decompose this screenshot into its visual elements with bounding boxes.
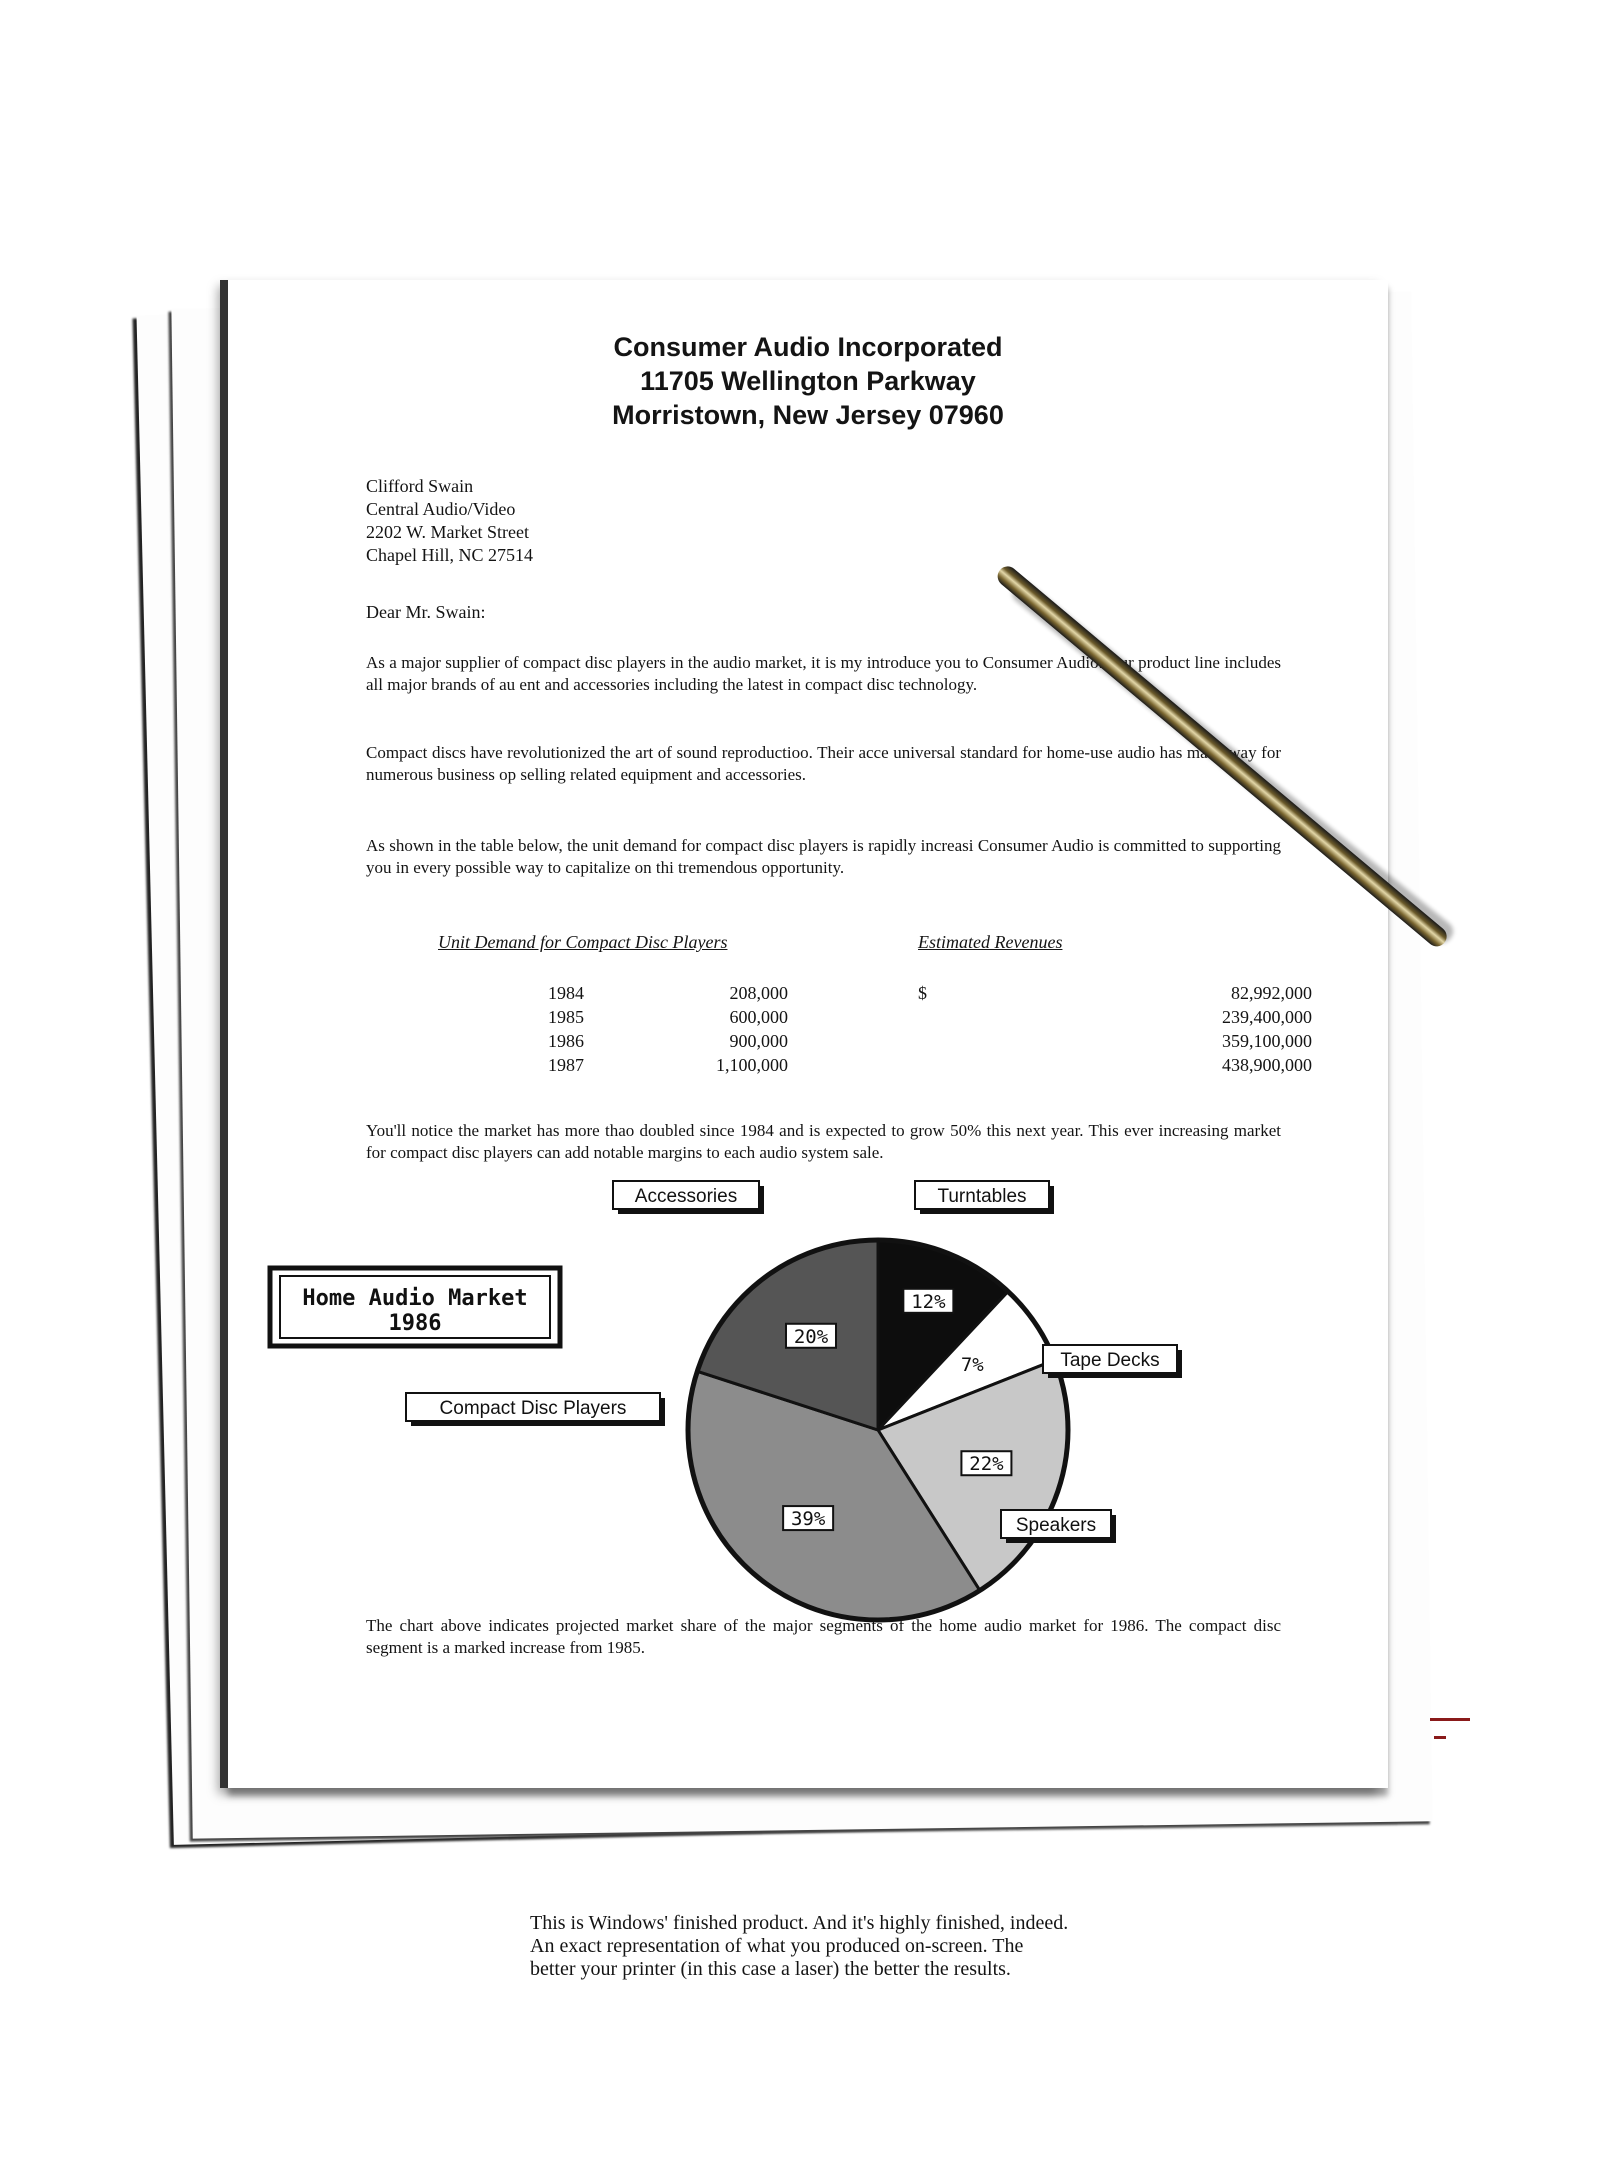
- photo-caption-line: An exact representation of what you produced on-screen. The: [530, 1935, 1024, 1957]
- table-cell-units: 600,000: [729, 1007, 788, 1027]
- recipient-street: 2202 W. Market Street: [366, 522, 529, 542]
- table-cell-revenue: 239,400,000: [1222, 1007, 1312, 1027]
- pie-category-label: Speakers: [1015, 1515, 1097, 1536]
- company-street: 11705 Wellington Parkway: [640, 366, 976, 396]
- paragraph-intro: As a major supplier of compact disc players in the audio market, it is my introduce you to Consumer Audio. Our product line includes all major brands of au ent and accessories including the latest in compact disc technology.: [366, 653, 1281, 694]
- photo-caption: [530, 1912, 1170, 1981]
- table-cell-units: 208,000: [729, 983, 788, 1003]
- pie-value-label: 20%: [793, 1325, 829, 1348]
- pie-chart: [228, 280, 1388, 1788]
- paragraph-compact-discs: Compact discs have revolutionized the art of sound reproductioo. Their acce universal standard for home-use audio has made way for numerous business op selling related equipment and accessories.: [366, 743, 1281, 784]
- pie-category-label: Turntables: [937, 1186, 1027, 1207]
- company-name: Consumer Audio Incorporated: [613, 332, 1003, 362]
- pie-value-label: 7%: [960, 1353, 984, 1376]
- paragraph-table-intro: As shown in the table below, the unit demand for compact disc players is rapidly increasi Consumer Audio is committed to supporting you in every possible way to capitalize on thi tremendous opportunity.: [366, 836, 1281, 877]
- recipient-name: Clifford Swain: [366, 476, 474, 496]
- table-cell-revenue: 438,900,000: [1222, 1055, 1312, 1075]
- table-cell-revenue: 82,992,000: [1231, 983, 1312, 1003]
- table-cell-revenue: 359,100,000: [1222, 1031, 1312, 1051]
- chart-title: 1986: [388, 1311, 442, 1336]
- chart-title: Home Audio Market: [302, 1286, 528, 1311]
- decorative-mark: [1434, 1736, 1446, 1739]
- table-cell-units: 1,100,000: [716, 1055, 788, 1075]
- table-cell-year: 1985: [548, 1007, 584, 1027]
- pie-category-label: Tape Decks: [1060, 1350, 1160, 1371]
- table-header-revenue: Estimated Revenues: [918, 932, 1063, 952]
- company-city: Morristown, New Jersey 07960: [612, 400, 1004, 430]
- paragraph-market-growth: You'll notice the market has more thao doubled since 1984 and is expected to grow 50% this next year. This ever increasing market for compact disc players can add notable margins to each audio system sale.: [366, 1121, 1281, 1162]
- pie-value-label: 12%: [911, 1290, 946, 1313]
- recipient-city: Chapel Hill, NC 27514: [366, 545, 533, 565]
- pie-category-label: Compact Disc Players: [439, 1398, 627, 1419]
- chart-caption: The chart above indicates projected market share of the major segments of the home audio market for 1986. The compact disc segment is a marked increase from 1985.: [366, 1616, 1281, 1657]
- pie-value-label: 22%: [969, 1453, 1004, 1476]
- pie-category-label: Accessories: [634, 1186, 738, 1207]
- table-cell-year: 1987: [548, 1055, 584, 1075]
- decorative-mark: [1430, 1718, 1470, 1721]
- pie-value-label: 39%: [790, 1508, 826, 1531]
- salutation: Dear Mr. Swain:: [366, 602, 486, 622]
- table-cell-year: 1986: [548, 1031, 584, 1051]
- photo-caption-line: This is Windows' finished product. And it's highly finished, indeed.: [530, 1912, 1069, 1934]
- table-header-units: Unit Demand for Compact Disc Players: [438, 932, 728, 952]
- table-cell-units: 900,000: [729, 1031, 788, 1051]
- recipient-company: Central Audio/Video: [366, 499, 516, 519]
- table-cell-currency: $: [918, 983, 927, 1003]
- photo-caption-line: better your printer (in this case a laser) the better the results.: [530, 1958, 1011, 1980]
- table-cell-year: 1984: [548, 983, 584, 1003]
- letter-page: [228, 280, 1388, 1788]
